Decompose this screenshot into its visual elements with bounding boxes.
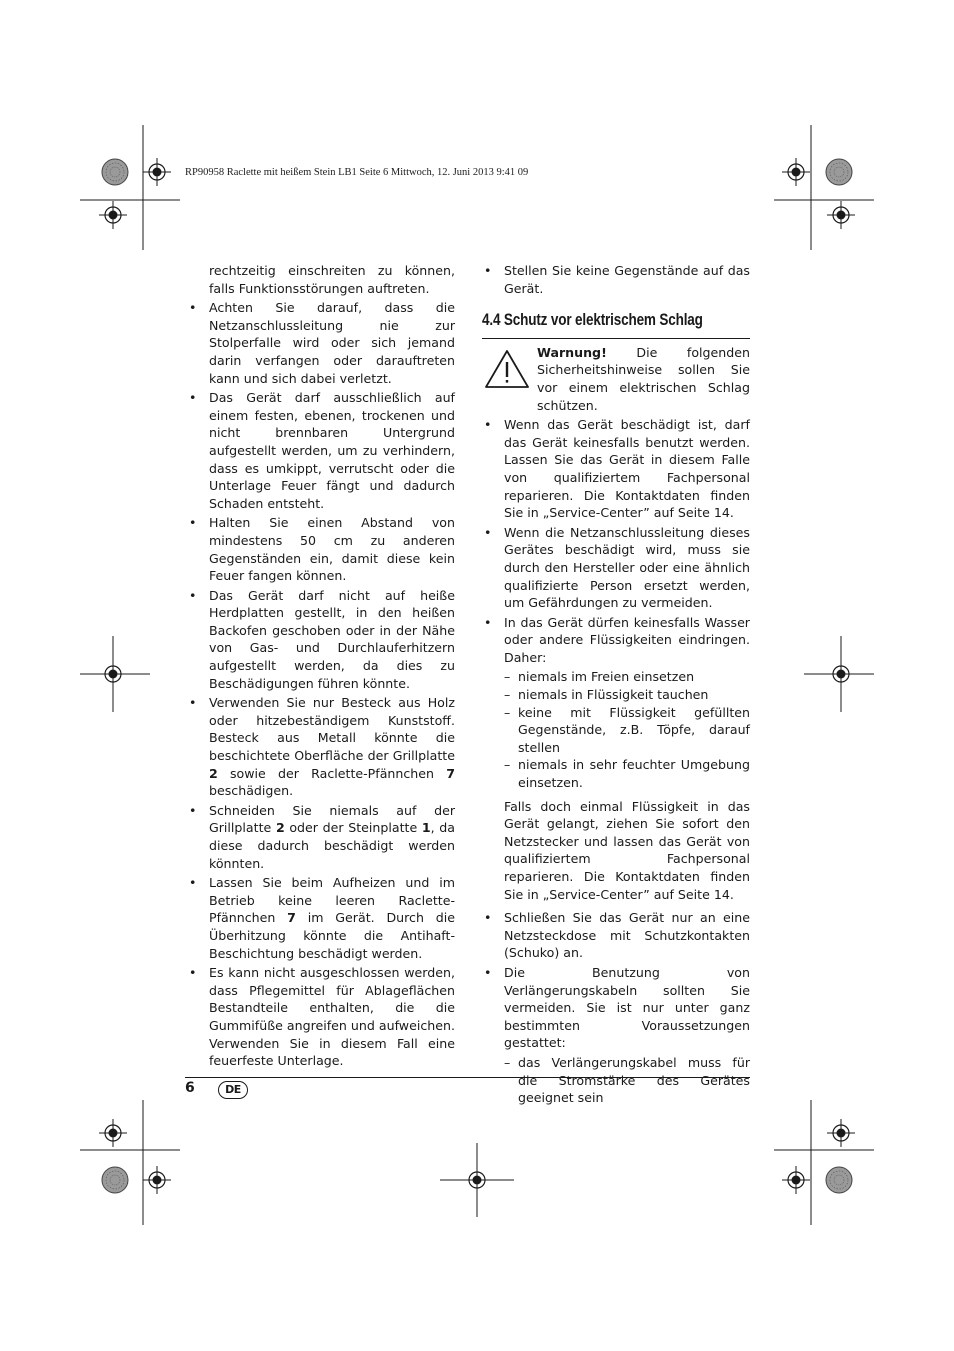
- registration-mark-icon: [99, 201, 127, 229]
- section-title: 4.4 Schutz vor elektrischem Schlag: [482, 311, 703, 330]
- part-number: 2: [209, 765, 218, 781]
- registration-mark-icon: [99, 1119, 127, 1147]
- bullet-item-besteck: • Verwenden Sie nur Besteck aus Holz oder hitzebeständigem Kunststoff. Besteck aus Metall könnte die beschichtete Oberfläche der Grillplatte 2 sowie der Raclette-Pfännchen 7 beschädigen.: [187, 694, 455, 800]
- dash-item: – das Verlängerungskabel muss für die Stromstärke des Gerätes geeignet sein: [482, 1054, 750, 1107]
- bullet-item-schneiden: • Schneiden Sie niemals auf der Grillplatte 2 oder der Steinplatte 1, da diese dadurch beschädigt werden könnten.: [187, 802, 455, 872]
- dash-item: – niemals in sehr feuchter Umgebung einsetzen.: [482, 756, 750, 791]
- warning-label: Warnung!: [537, 344, 607, 360]
- dash-item: – niemals in Flüssigkeit tauchen: [482, 686, 750, 704]
- bullet-item: • Es kann nicht ausgeschlossen werden, dass Pflegemittel für Ablageflächen Bestandteile enthalten, die die Gummifüße angreifen und aufweichen. Verwenden Sie in diesem Fall eine feuerfeste Unterlage.: [187, 964, 455, 1070]
- bullet-item: • Stellen Sie keine Gegenstände auf das Gerät.: [482, 262, 750, 297]
- bullet-item: • Das Gerät darf nicht auf heiße Herdplatten gestellt, in den heißen Backofen geschoben oder in der Nähe von Gas- und Durchlauferhitzern aufgestellt werden, da dies zu Beschädigungen führen könnte.: [187, 587, 455, 693]
- color-rosette-icon: [102, 159, 128, 185]
- bullet-item-aufheizen: • Lassen Sie beim Aufheizen und im Betrieb keine leeren Raclette-Pfännchen 7 im Gerät. Durch die Überhitzung könnte die Antihaft-Beschichtung beschädigt werden.: [187, 874, 455, 962]
- bullet-item: • Achten Sie darauf, dass die Netzanschlussleitung nie zur Stolperfalle wird oder sich jemand darin verfangen oder darauftreten kann und sich dabei verletzt.: [187, 299, 455, 387]
- intro-text: rechtzeitig einschreiten zu können, falls Funktionsstörungen auftreten.: [209, 263, 455, 296]
- print-header: RP90958 Raclette mit heißem Stein LB1 Seite 6 Mittwoch, 12. Juni 2013 9:41 09: [185, 167, 529, 178]
- registration-mark-icon: [827, 201, 855, 229]
- warning-text: Die folgenden Sicherheitshinweise sollen Sie vor einem elektrischen Schlag schützen.: [537, 344, 750, 413]
- dash-item: – keine mit Flüssigkeit gefüllten Gegenstände, z.B. Töpfe, darauf stellen: [482, 704, 750, 757]
- bullet-item: • In das Gerät dürfen keinesfalls Wasser oder andere Flüssigkeiten eindringen. Daher:: [482, 614, 750, 667]
- registration-mark-icon: [782, 158, 810, 186]
- part-number: 7: [287, 910, 296, 926]
- color-rosette-icon: [102, 1167, 128, 1193]
- falls-paragraph: Falls doch einmal Flüssigkeit in das Gerät gelangt, ziehen Sie sofort den Netzstecker und lassen das Gerät von qualifiziertem Fachpersonal reparieren. Die Kontaktdaten finden Sie in „Service-Center” auf Seite 14.: [504, 798, 750, 902]
- bullet-item: • Schließen Sie das Gerät nur an eine Netzsteckdose mit Schutzkontakten (Schuko) an.: [482, 909, 750, 962]
- bullet-item: • Die Benutzung von Verlängerungskabeln sollten Sie vermeiden. Sie ist nur unter ganz bestimmten Voraussetzungen gestattet:: [482, 964, 750, 1052]
- color-rosette-icon: [826, 159, 852, 185]
- page-number: 6: [185, 1080, 195, 1096]
- crop-lines: [80, 125, 874, 1225]
- bullet-item: • Halten Sie einen Abstand von mindestens 50 cm zu anderen Gegenständen ein, damit diese kein Feuer fangen können.: [187, 514, 455, 584]
- part-number: 2: [275, 820, 285, 836]
- part-number: 7: [446, 765, 455, 781]
- part-number: 1: [421, 820, 431, 836]
- dash-item: – niemals im Freien einsetzen: [482, 668, 750, 686]
- bullet-item: • Das Gerät darf ausschließlich auf einem festen, ebenen, trockenen und nicht brennbaren Untergrund aufgestellt werden, um zu verhindern, dass es umkippt, verrutscht oder die Unterlage Feuer fängt und dadurch Schaden entsteht.: [187, 389, 455, 512]
- color-rosette-icon: [826, 1167, 852, 1193]
- bullet-item: • Wenn das Gerät beschädigt ist, darf das Gerät keinesfalls benutzt werden. Lassen Sie das Gerät in diesem Falle von qualifiziertem Fachpersonal reparieren. Die Kontaktdaten finden Sie in „Service-Center” auf Seite 14.: [482, 416, 750, 522]
- bullet-item: • Wenn die Netzanschlussleitung dieses Gerätes beschädigt wird, muss sie durch den Hersteller oder eine ähnlich qualifizierte Person ersetzt werden, um Gefährdungen zu vermeiden.: [482, 524, 750, 612]
- registration-mark-icon: [782, 1166, 810, 1194]
- language-badge: DE: [218, 1081, 248, 1099]
- registration-mark-icon: [143, 1166, 171, 1194]
- registration-mark-icon: [827, 1119, 855, 1147]
- registration-mark-icon: [143, 158, 171, 186]
